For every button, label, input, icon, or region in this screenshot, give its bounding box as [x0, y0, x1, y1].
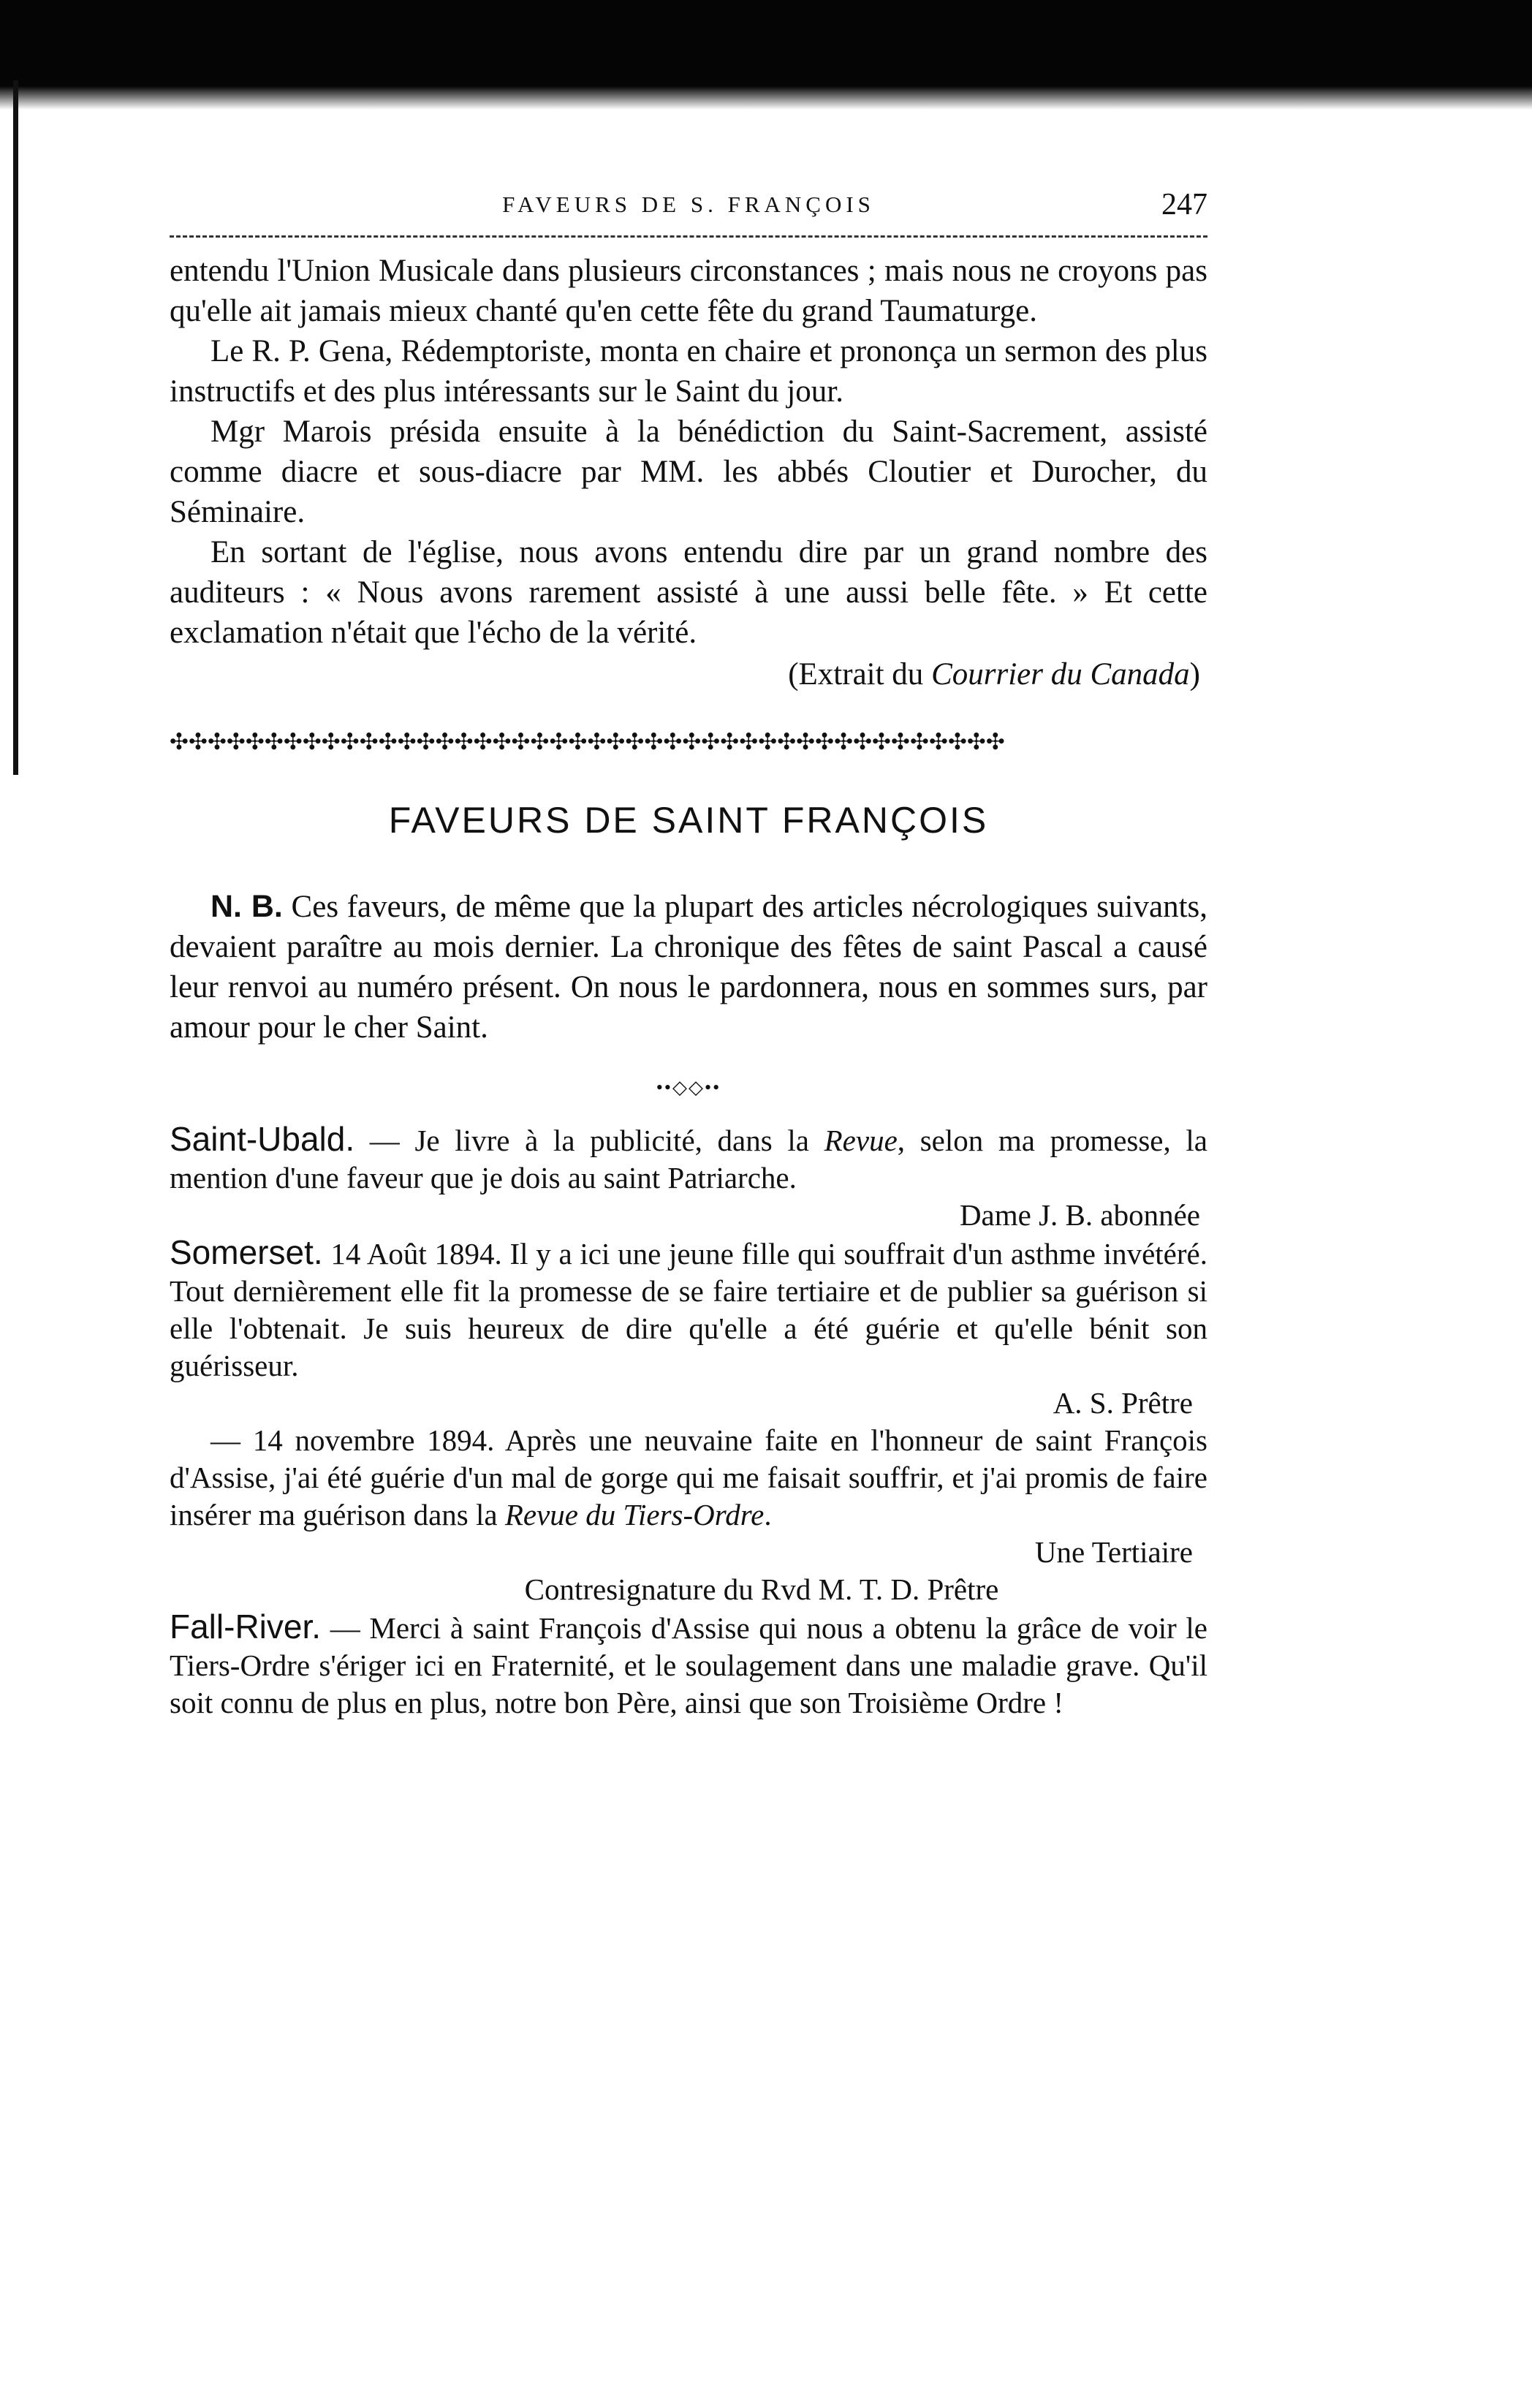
place-saint-ubald: Saint-Ubald.: [170, 1120, 355, 1158]
scan-top-shadow: [0, 86, 1532, 110]
journal-title: Revue: [824, 1124, 898, 1157]
section-title: FAVEURS DE SAINT FRANÇOIS: [388, 800, 989, 841]
signature-tertiaire: Une Tertiaire: [1034, 1535, 1193, 1569]
entry-text: 14 Août 1894. Il y a ici une jeune fille qui souffrait d'un asthme invétéré. Tout dernièrement elle fit la promesse de se faire tertiaire et de publier sa guérison si elle l'obtenait. Je suis heureux de dire qu'elle a été guérie et qu'elle bénit son guérisseur.: [170, 1237, 1207, 1382]
paragraph-4: En sortant de l'église, nous avons entendu dire par un grand nombre des auditeurs : « Nous avons rarement assisté à une aussi belle fête. » Et cette exclamation n'était que l'écho de la vérité.: [170, 535, 1207, 650]
entry-somerset: [170, 1234, 1207, 1385]
running-head: [170, 183, 1207, 227]
journal-title: Revue du Tiers-Ordre: [504, 1498, 765, 1531]
entry-text: — 14 novembre 1894. Après une neuvaine faite en l'honneur de saint François d'Assise, j'ai été guérie d'un mal de gorge qui me faisait souffrir, et j'ai promis de faire insérer ma guérison dans la: [170, 1423, 1207, 1531]
continued-article: [170, 251, 1207, 697]
small-separator: ••◇◇••: [656, 1077, 721, 1098]
countersignature: Contresignature du Rvd M. T. D. Prêtre: [524, 1572, 999, 1606]
entry-text: — Je livre à la publicité, dans la: [354, 1124, 824, 1157]
source-suffix: ): [1189, 657, 1200, 692]
page-number: 247: [1161, 188, 1207, 222]
paragraph-3: Mgr Marois présida ensuite à la bénédiction du Saint-Sacrement, assisté comme diacre et sous-diacre par MM. les abbés Cloutier et Durocher, du Séminaire.: [170, 414, 1207, 529]
scan-top-border: [0, 0, 1532, 86]
nb-label: N. B.: [211, 889, 283, 924]
source-title: Courrier du Canada: [931, 657, 1190, 692]
place-fall-river: Fall-River.: [170, 1608, 322, 1646]
entry-saint-ubald: [170, 1121, 1207, 1197]
entry-somerset-2: [170, 1422, 1207, 1534]
header-rule: [170, 235, 1207, 238]
paragraph-1: entendu l'Union Musicale dans plusieurs circonstances ; mais nous ne croyons pas qu'elle ait jamais mieux chanté qu'en cette fête du grand Taumaturge.: [170, 254, 1207, 328]
paragraph-2: Le R. P. Gena, Rédemptoriste, monta en chaire et prononça un sermon des plus instructifs et des plus intéressants sur le Saint du jour.: [170, 334, 1207, 409]
signature-somerset: A. S. Prêtre: [1053, 1386, 1193, 1420]
running-head-title: FAVEURS DE S. FRANÇOIS: [502, 192, 875, 217]
nb-text: Ces faveurs, de même que la plupart des articles nécrologiques suivants, devaient paraître au mois dernier. La chronique des fêtes de saint Pascal a causé leur renvoi au numéro présent. On nous le pardonnera, nous en sommes surs, par amour pour le cher Saint.: [170, 890, 1207, 1045]
source-prefix: (Extrait du: [788, 657, 932, 692]
entry-text: .: [764, 1498, 772, 1531]
nb-paragraph: [170, 887, 1207, 1048]
source-citation: [170, 653, 1207, 697]
entry-fall-river: [170, 1608, 1207, 1722]
entry-text: , selon ma promesse, la mention d'une faveur que je dois au saint Patriarche.: [170, 1124, 1208, 1194]
ornamental-divider: ✣✣✣✣✣✣✣✣✣✣✣✣✣✣✣✣✣✣✣✣✣✣✣✣✣✣✣✣✣✣✣✣✣✣✣✣✣✣✣✣✣✣✣✣: [170, 729, 1005, 755]
entry-text: — Merci à saint François d'Assise qui nous a obtenu la grâce de voir le Tiers-Ordre s'ériger ici en Fraternité, et le soulagement dans une maladie grave. Qu'il soit connu de plus en plus, notre bon Père, ainsi que son Troisième Ordre !: [170, 1611, 1207, 1719]
book-page: [170, 183, 1207, 1722]
scan-left-edge: [13, 80, 18, 775]
place-somerset: Somerset.: [170, 1233, 323, 1271]
signature-saint-ubald: Dame J. B. abonnée: [959, 1198, 1200, 1232]
